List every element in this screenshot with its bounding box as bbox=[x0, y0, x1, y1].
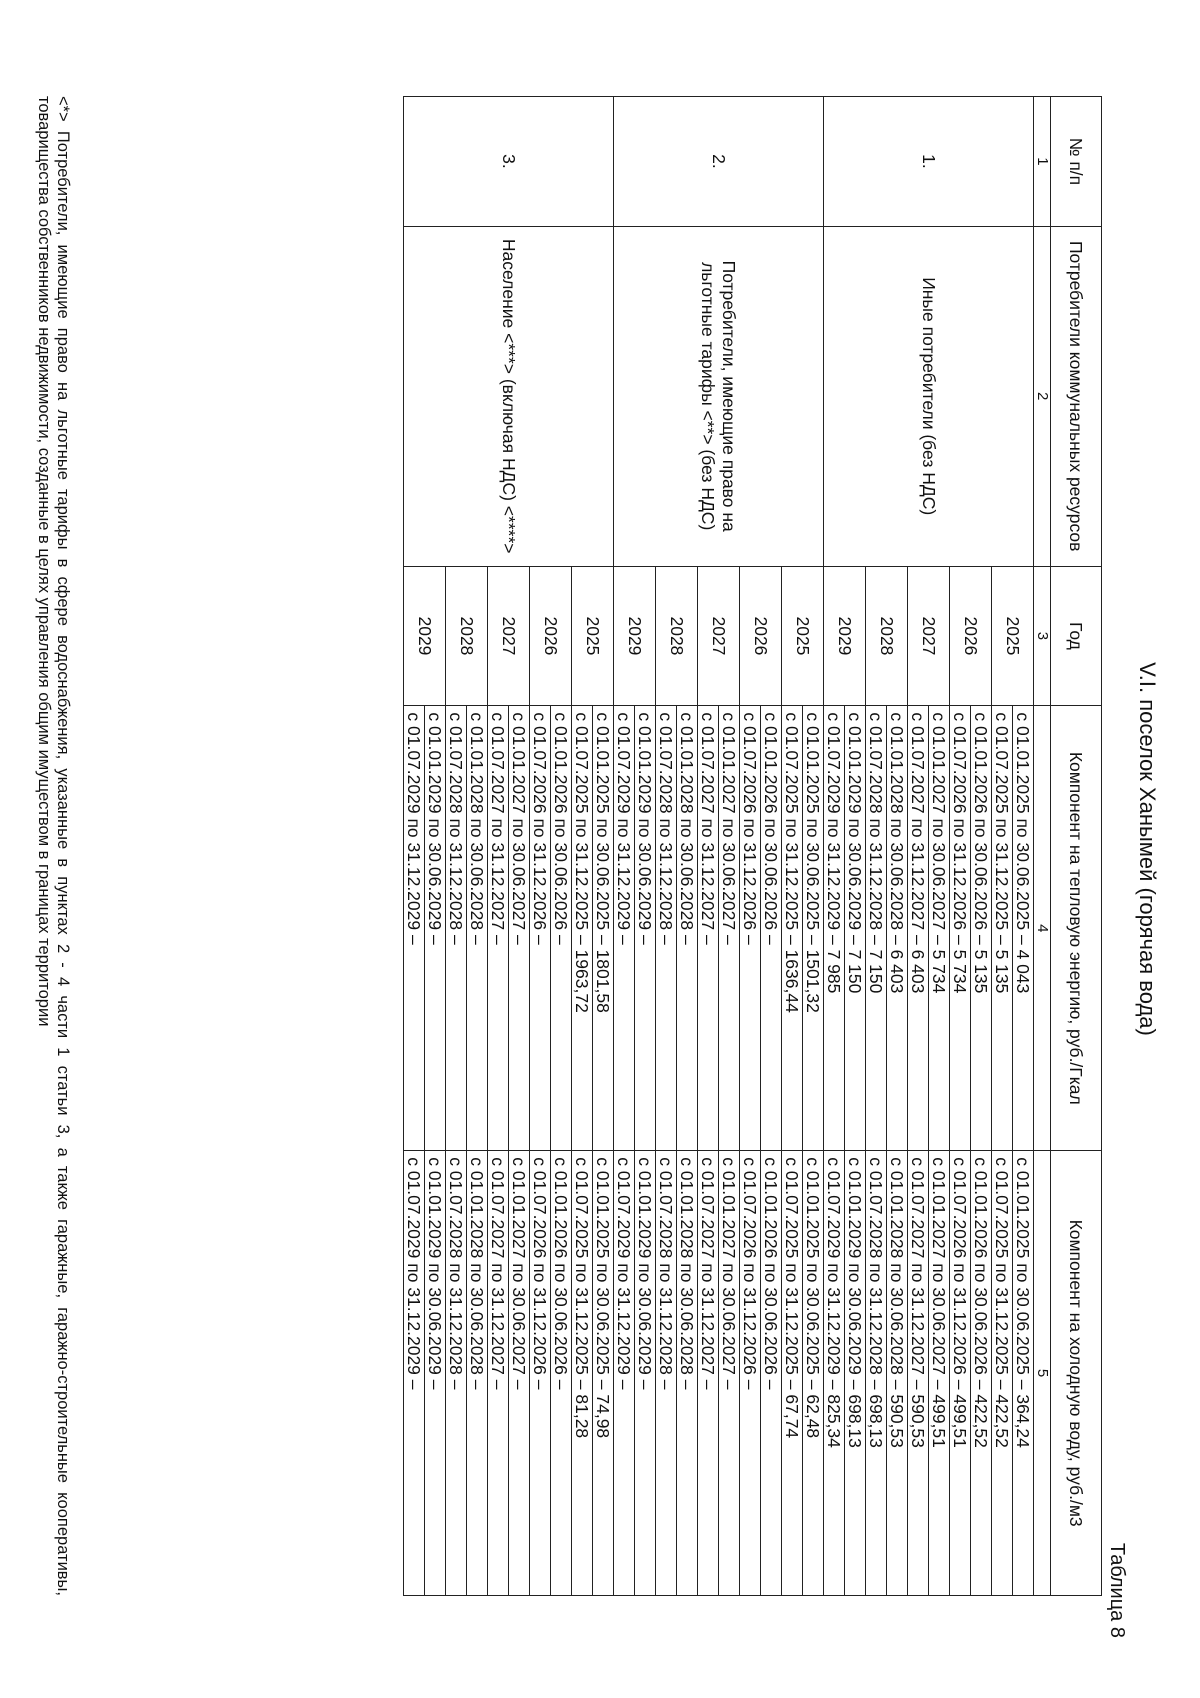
table-label: Таблица 8 bbox=[1106, 1542, 1128, 1638]
water-tariff-line: с 01.01.2029 по 30.06.2029 – bbox=[425, 1151, 446, 1596]
row-number: 1. bbox=[824, 97, 1034, 227]
tariff-table-body bbox=[404, 97, 1034, 1596]
water-tariff-line: с 01.01.2028 по 30.06.2028 – 590,53 bbox=[887, 1151, 908, 1596]
water-tariff-line: с 01.07.2026 по 31.12.2026 – 499,51 bbox=[950, 1151, 971, 1596]
water-tariff-line: с 01.07.2026 по 31.12.2026 – bbox=[530, 1151, 551, 1596]
row-number: 3. bbox=[404, 97, 614, 227]
water-tariff-line: с 01.07.2029 по 31.12.2029 – bbox=[614, 1151, 635, 1596]
year-cell: 2026 bbox=[740, 566, 782, 706]
water-tariff-line: с 01.07.2029 по 31.12.2029 – 825,34 bbox=[824, 1151, 845, 1596]
heat-tariff-line: с 01.07.2025 по 31.12.2025 – 1963,72 bbox=[572, 706, 593, 1151]
heat-tariff-line: с 01.07.2027 по 31.12.2027 – bbox=[698, 706, 719, 1151]
year-cell: 2029 bbox=[404, 566, 446, 706]
consumer-category: Иные потребители (без НДС) bbox=[824, 226, 1034, 566]
year-cell: 2028 bbox=[866, 566, 908, 706]
water-tariff-line: с 01.01.2027 по 30.06.2027 – bbox=[719, 1151, 740, 1596]
water-tariff-line: с 01.07.2028 по 31.12.2028 – bbox=[446, 1151, 467, 1596]
heat-tariff-line: с 01.01.2029 по 30.06.2029 – bbox=[425, 706, 446, 1151]
heat-tariff-line: с 01.01.2029 по 30.06.2029 – 7 150 bbox=[845, 706, 866, 1151]
water-tariff-line: с 01.07.2027 по 31.12.2027 – bbox=[488, 1151, 509, 1596]
column-number: 5 bbox=[1034, 1151, 1051, 1596]
water-tariff-line: с 01.01.2029 по 30.06.2029 – bbox=[635, 1151, 656, 1596]
header-heat-component: Компонент на тепловую энергию, руб./Гкал bbox=[1051, 706, 1102, 1151]
year-cell: 2027 bbox=[698, 566, 740, 706]
water-tariff-line: с 01.07.2025 по 31.12.2025 – 422,52 bbox=[992, 1151, 1013, 1596]
year-cell: 2028 bbox=[446, 566, 488, 706]
heat-tariff-line: с 01.07.2026 по 31.12.2026 – bbox=[740, 706, 761, 1151]
year-cell: 2027 bbox=[908, 566, 950, 706]
water-tariff-line: с 01.01.2026 по 30.06.2026 – 422,52 bbox=[971, 1151, 992, 1596]
table-row bbox=[593, 97, 614, 1596]
footnote: <*> Потребители, имеющие право на льготные тарифы в сфере водоснабжения, указанные в пунктах 2 - 4 части 1 статьи 3, а также гаражные, гаражно-строительные кооперативы, товарищества собственников недвижимости, созданные в целях управления общим имуществом в границах территории bbox=[35, 96, 72, 1596]
water-tariff-line: с 01.01.2027 по 30.06.2027 – 499,51 bbox=[929, 1151, 950, 1596]
page-title: V.I. поселок Ханымей (горячая вода) bbox=[1135, 662, 1160, 1036]
water-tariff-line: с 01.07.2025 по 31.12.2025 – 81,28 bbox=[572, 1151, 593, 1596]
water-tariff-line: с 01.07.2026 по 31.12.2026 – bbox=[740, 1151, 761, 1596]
year-cell: 2025 bbox=[782, 566, 824, 706]
header-year: Год bbox=[1051, 566, 1102, 706]
column-number: 2 bbox=[1034, 226, 1051, 566]
heat-tariff-line: с 01.07.2026 по 31.12.2026 – 5 734 bbox=[950, 706, 971, 1151]
heat-tariff-line: с 01.01.2027 по 30.06.2027 – bbox=[509, 706, 530, 1151]
header-num: № п/п bbox=[1051, 97, 1102, 227]
heat-tariff-line: с 01.01.2027 по 30.06.2027 – 5 734 bbox=[929, 706, 950, 1151]
heat-tariff-line: с 01.07.2026 по 31.12.2026 – bbox=[530, 706, 551, 1151]
water-tariff-line: с 01.07.2029 по 31.12.2029 – bbox=[404, 1151, 425, 1596]
water-tariff-line: с 01.01.2026 по 30.06.2026 – bbox=[551, 1151, 572, 1596]
heat-tariff-line: с 01.07.2025 по 31.12.2025 – 1636,44 bbox=[782, 706, 803, 1151]
tariff-table bbox=[403, 96, 1102, 1596]
consumer-category: Потребители, имеющие право на льготные тарифы <**> (без НДС) bbox=[614, 226, 824, 566]
year-cell: 2026 bbox=[950, 566, 992, 706]
table-row bbox=[803, 97, 824, 1596]
water-tariff-line: с 01.01.2027 по 30.06.2027 – bbox=[509, 1151, 530, 1596]
year-cell: 2028 bbox=[656, 566, 698, 706]
heat-tariff-line: с 01.07.2029 по 31.12.2029 – bbox=[614, 706, 635, 1151]
water-tariff-line: с 01.07.2027 по 31.12.2027 – bbox=[698, 1151, 719, 1596]
year-cell: 2025 bbox=[992, 566, 1034, 706]
year-cell: 2025 bbox=[572, 566, 614, 706]
header-consumers: Потребители коммунальных ресурсов bbox=[1051, 226, 1102, 566]
water-tariff-line: с 01.01.2028 по 30.06.2028 – bbox=[677, 1151, 698, 1596]
heat-tariff-line: с 01.01.2028 по 30.06.2028 – 6 403 bbox=[887, 706, 908, 1151]
heat-tariff-line: с 01.07.2028 по 31.12.2028 – bbox=[446, 706, 467, 1151]
heat-tariff-line: с 01.01.2028 по 30.06.2028 – bbox=[677, 706, 698, 1151]
header-water-component: Компонент на холодную воду, руб./м3 bbox=[1051, 1151, 1102, 1596]
year-cell: 2026 bbox=[530, 566, 572, 706]
heat-tariff-line: с 01.01.2025 по 30.06.2025 – 4 043 bbox=[1013, 706, 1034, 1151]
water-tariff-line: с 01.07.2027 по 31.12.2027 – 590,53 bbox=[908, 1151, 929, 1596]
water-tariff-line: с 01.01.2025 по 30.06.2025 – 62,48 bbox=[803, 1151, 824, 1596]
heat-tariff-line: с 01.01.2025 по 30.06.2025 – 1501,32 bbox=[803, 706, 824, 1151]
water-tariff-line: с 01.01.2029 по 30.06.2029 – 698,13 bbox=[845, 1151, 866, 1596]
heat-tariff-line: с 01.01.2027 по 30.06.2027 – bbox=[719, 706, 740, 1151]
heat-tariff-line: с 01.01.2026 по 30.06.2026 – bbox=[551, 706, 572, 1151]
column-number: 1 bbox=[1034, 97, 1051, 227]
heat-tariff-line: с 01.07.2028 по 31.12.2028 – 7 150 bbox=[866, 706, 887, 1151]
water-tariff-line: с 01.01.2025 по 30.06.2025 – 364,24 bbox=[1013, 1151, 1034, 1596]
water-tariff-line: с 01.07.2028 по 31.12.2028 – 698,13 bbox=[866, 1151, 887, 1596]
heat-tariff-line: с 01.07.2029 по 31.12.2029 – 7 985 bbox=[824, 706, 845, 1151]
heat-tariff-line: с 01.01.2026 по 30.06.2026 – 5 135 bbox=[971, 706, 992, 1151]
water-tariff-line: с 01.01.2026 по 30.06.2026 – bbox=[761, 1151, 782, 1596]
water-tariff-line: с 01.07.2028 по 31.12.2028 – bbox=[656, 1151, 677, 1596]
heat-tariff-line: с 01.01.2025 по 30.06.2025 – 1801,58 bbox=[593, 706, 614, 1151]
water-tariff-line: с 01.01.2028 по 30.06.2028 – bbox=[467, 1151, 488, 1596]
heat-tariff-line: с 01.07.2025 по 31.12.2025 – 5 135 bbox=[992, 706, 1013, 1151]
column-number: 3 bbox=[1034, 566, 1051, 706]
heat-tariff-line: с 01.01.2029 по 30.06.2029 – bbox=[635, 706, 656, 1151]
water-tariff-line: с 01.01.2025 по 30.06.2025 – 74,98 bbox=[593, 1151, 614, 1596]
heat-tariff-line: с 01.01.2026 по 30.06.2026 – bbox=[761, 706, 782, 1151]
table-row bbox=[1013, 97, 1034, 1596]
column-number: 4 bbox=[1034, 706, 1051, 1151]
heat-tariff-line: с 01.01.2028 по 30.06.2028 – bbox=[467, 706, 488, 1151]
water-tariff-line: с 01.07.2025 по 31.12.2025 – 67,74 bbox=[782, 1151, 803, 1596]
year-cell: 2027 bbox=[488, 566, 530, 706]
heat-tariff-line: с 01.07.2027 по 31.12.2027 – bbox=[488, 706, 509, 1151]
year-cell: 2029 bbox=[614, 566, 656, 706]
consumer-category: Население <***> (включая НДС) <****> bbox=[404, 226, 614, 566]
heat-tariff-line: с 01.07.2029 по 31.12.2029 – bbox=[404, 706, 425, 1151]
row-number: 2. bbox=[614, 97, 824, 227]
heat-tariff-line: с 01.07.2028 по 31.12.2028 – bbox=[656, 706, 677, 1151]
year-cell: 2029 bbox=[824, 566, 866, 706]
heat-tariff-line: с 01.07.2027 по 31.12.2027 – 6 403 bbox=[908, 706, 929, 1151]
